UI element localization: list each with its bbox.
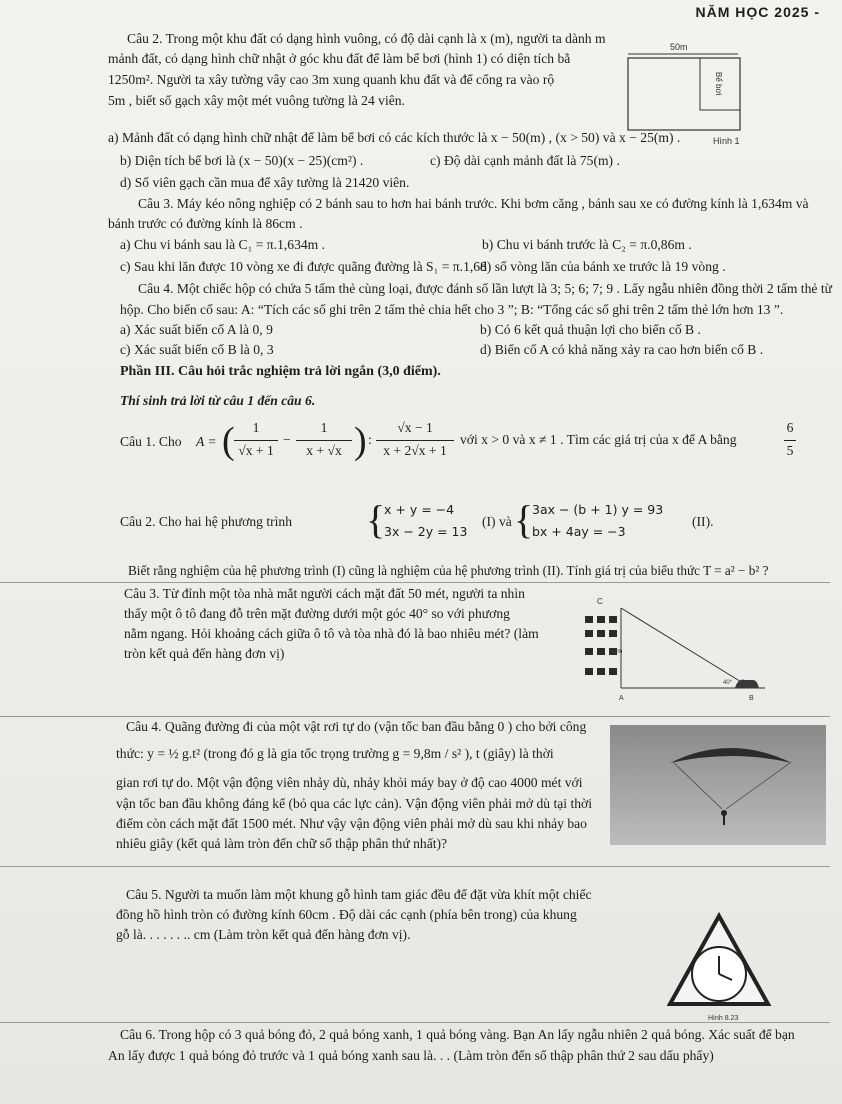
s5-line1: Câu 5. Người ta muốn làm một khung gỗ hình tam giác đều để đặt vừa khít một chiếc xyxy=(126,887,592,902)
s3-line3: nằm ngang. Hỏi khoảng cách giữa ô tô và tòa nhà đó là bao nhiêu mét? (làm xyxy=(124,626,539,641)
s6-line1: Câu 6. Trong hộp có 3 quả bóng đỏ, 2 quả bóng xanh, 1 quả bóng vàng. Bạn An lấy ngẫu nhiên 2 quả bóng. Xác suất để bạn xyxy=(120,1027,795,1042)
s1-label: Câu 1. Cho xyxy=(120,434,182,449)
q3-b: b) Chu vi bánh trước là C₂ = π.0,86m . xyxy=(482,237,692,252)
s2-systems xyxy=(120,497,820,544)
s1-f4-num: 6 xyxy=(786,420,794,435)
q3-c: c) Sau khi lăn được 10 vòng xe đi được quãng đường là S₁ = π.1,68 xyxy=(120,259,487,274)
s1-paren-open: ( xyxy=(222,420,235,462)
q2-line2: mảnh đất, có dạng hình chữ nhật ở góc khu đất để làm bể bơi (hình 1) có diện tích bằ xyxy=(108,51,571,66)
fig-label-C: C xyxy=(597,597,603,606)
clock-fig-caption: Hình 8.23 xyxy=(708,1015,739,1022)
s1-f3-den: x + 2√x + 1 xyxy=(383,443,447,458)
s1-A: A = xyxy=(196,434,217,449)
fig-label-50m: 50 m xyxy=(609,649,623,655)
q2-d: d) Số viên gạch cần mua để xây tường là 21420 viên. xyxy=(120,175,410,190)
fig-label-A: A xyxy=(619,695,624,702)
q3-a: a) Chu vi bánh sau là C₁ = π.1,634m . xyxy=(120,237,326,252)
fig-label-B: B xyxy=(749,695,754,702)
s5-line2: đồng hồ hình tròn có đường kính 60cm . Độ dài các cạnh (phía bên trong) của khung xyxy=(116,907,577,922)
s4-parachute-photo xyxy=(610,725,826,845)
fig-caption: Hình 1 xyxy=(713,136,740,146)
q4-line1: Câu 4. Một chiếc hộp có chứa 5 tấm thẻ cùng loại, được đánh số lần lượt là 3; 5; 6; 7; 9 . Lấy ngẫu nhiên đồng thời 2 tấm thẻ từ xyxy=(138,281,832,296)
q3-line1: Câu 3. Máy kéo nông nghiệp có 2 bánh sau to hơn hai bánh trước. Khi bơm căng , bánh sau xe có đường kính là 1,634m và xyxy=(138,196,809,211)
s3-line4: tròn kết quả đến hàng đơn vị) xyxy=(124,646,285,661)
divider xyxy=(0,582,830,583)
s1-expression xyxy=(120,418,820,468)
s3-figure-building xyxy=(565,592,775,710)
s2-brace-2: { xyxy=(514,497,534,542)
s2-eq1: x + y = −4 xyxy=(384,502,455,517)
divider xyxy=(0,716,830,717)
q2-line3: 1250m². Người ta xây tường vây cao 3m xung quanh khu đất và để cổng ra vào rộ xyxy=(108,72,555,87)
q2-line4: 5m , biết số gạch xây một mét vuông tường là 24 viên. xyxy=(108,93,405,108)
s4-line6: nhiêu giây (kết quả làm tròn đến chữ số thập phân thứ nhất)? xyxy=(116,836,448,851)
s2-mid: (I) và xyxy=(482,514,512,529)
q4-c: c) Xác suất biến cố B là 0, 3 xyxy=(120,342,274,357)
fig-side-label: Bể bơi xyxy=(714,72,723,96)
q3-d: d) số vòng lăn của bánh xe trước là 19 vòng . xyxy=(480,259,726,274)
s4-line4: vận tốc ban đầu không đáng kể (bỏ qua các lực cản). Vận động viên phải mở dù tại thời xyxy=(116,796,592,811)
s1-colon: : xyxy=(368,432,372,447)
fig-angle: 40° xyxy=(723,680,733,686)
s1-f1-den: √x + 1 xyxy=(238,443,274,458)
divider xyxy=(0,1022,830,1023)
s2-brace-1: { xyxy=(366,497,386,542)
s5-figure-clock xyxy=(664,904,774,1022)
s1-f2-num: 1 xyxy=(320,420,328,435)
s5-line3: gỗ là. . . . . . .. cm (Làm tròn kết quả đến hàng đơn vị). xyxy=(116,927,411,942)
s1-paren-close: ) xyxy=(354,420,367,462)
s2-eq2: 3x − 2y = 13 xyxy=(384,524,468,539)
s3-line1: Câu 3. Từ đỉnh một tòa nhà mắt người cách mặt đất 50 mét, người ta nhìn xyxy=(124,586,525,601)
s4-line2: thức: y = ½ g.t² (trong đó g là gia tốc trọng trường g = 9,8m / s² ), t (giây) là thời xyxy=(116,746,554,761)
fig-top-label: 50m xyxy=(670,42,688,52)
s1-condition: với x > 0 và x ≠ 1 . Tìm các giá trị của x để A bằng xyxy=(460,432,737,447)
s4-line5: điểm còn cách mặt đất 1500 mét. Như vậy vận động viên phải mở dù sau khi nhảy bao xyxy=(116,816,587,831)
q4-b: b) Có 6 kết quả thuận lợi cho biến cố B . xyxy=(480,322,701,337)
s2-eq3: 3ax − (b + 1) y = 93 xyxy=(532,502,664,517)
s3-line2: thấy một ô tô đang đỗ trên mặt đường dưới một góc 40° so với phương xyxy=(124,606,510,621)
header-year: NĂM HỌC 2025 - xyxy=(695,4,820,20)
q3-line2: bánh trước có đường kính là 86cm . xyxy=(108,216,303,231)
s2-label: Câu 2. Cho hai hệ phương trình xyxy=(120,514,292,529)
q4-d: d) Biến cố A có khả năng xảy ra cao hơn biến cố B . xyxy=(480,342,764,357)
s2-tag: (II). xyxy=(692,514,714,529)
s1-f4-den: 5 xyxy=(786,443,794,458)
s6-line2: An lấy được 1 quả bóng đỏ trước và 1 quả bóng xanh sau là. . . (Làm tròn đến số thập phân thứ 2 sau dấu phẩy) xyxy=(108,1048,714,1063)
q2-line1: Câu 2. Trong một khu đất có dạng hình vuông, có độ dài cạnh là x (m), người ta dành m xyxy=(127,31,606,46)
s2-tail: Biết rằng nghiệm của hệ phương trình (I) cũng là nghiệm của hệ phương trình (II). Tính giá trị của biểu thức T = a² − b² ? xyxy=(128,563,769,578)
s1-f1-num: 1 xyxy=(252,420,260,435)
q4-a: a) Xác suất biến cố A là 0, 9 xyxy=(120,322,273,337)
s4-line3: gian rơi tự do. Một vận động viên nhảy dù, nhảy khỏi máy bay ở độ cao 4000 mét với xyxy=(116,775,583,790)
part3-title: Phần III. Câu hỏi trắc nghiệm trả lời ngắn (3,0 điểm). xyxy=(120,364,441,379)
part3-note: Thí sinh trả lời từ câu 1 đến câu 6. xyxy=(120,393,316,408)
q4-line2: hộp. Cho biến cố sau: A: “Tích các số ghi trên 2 tấm thẻ chia hết cho 3 ”; B: “Tổng các số ghi trên 2 tấm thẻ lớn hơn 13 ”. xyxy=(120,302,784,317)
s1-minus: − xyxy=(283,432,291,447)
divider xyxy=(0,866,830,867)
s4-line1: Câu 4. Quãng đường đi của một vật rơi tự do (vận tốc ban đầu bằng 0 ) cho bởi công xyxy=(126,719,587,734)
q2-c: c) Độ dài cạnh mảnh đất là 75(m) . xyxy=(430,153,620,168)
q2-a: a) Mảnh đất có dạng hình chữ nhật để làm bể bơi có các kích thước là x − 50(m) , (x > 50) và x − 25(m) . xyxy=(108,130,681,145)
s1-f3-num: √x − 1 xyxy=(397,420,433,435)
s1-f2-den: x + √x xyxy=(306,443,342,458)
s2-eq4: bx + 4ay = −3 xyxy=(532,524,626,539)
q2-b: b) Diện tích bể bơi là (x − 50)(x − 25)(cm²) . xyxy=(120,153,364,168)
